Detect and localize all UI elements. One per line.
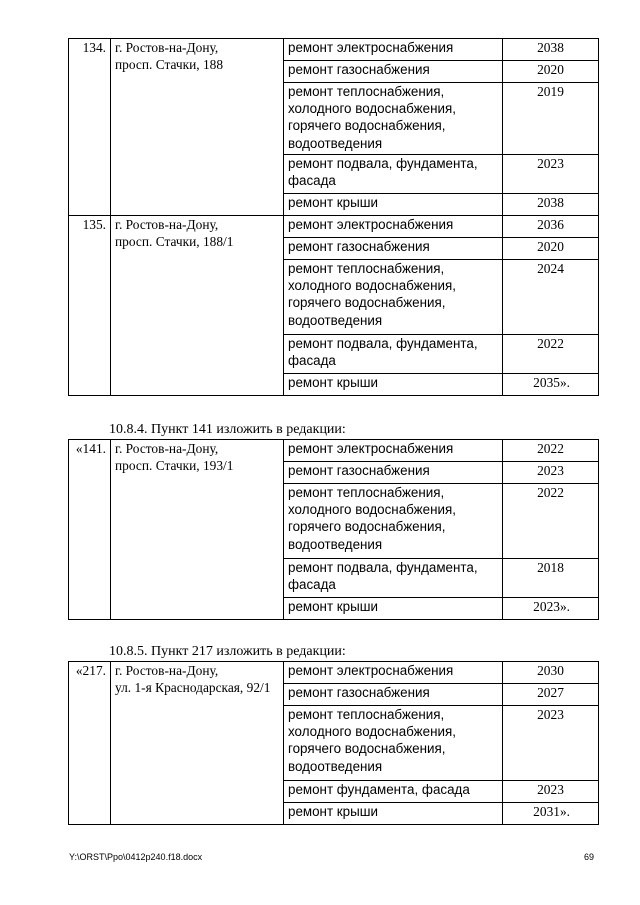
work-type: ремонт теплоснабжения, холодного водоснабжения, горячего водоснабжения, водоотведения (284, 484, 503, 559)
work-year: 2023 (503, 155, 599, 194)
work-type: ремонт фундамента, фасада (284, 781, 503, 803)
address-line: просп. Стачки, 188/1 (115, 234, 234, 250)
work-year: 2022 (503, 440, 599, 462)
repair-schedule-table-1 (68, 38, 599, 396)
address-line: просп. Стачки, 188 (115, 57, 224, 73)
work-year: 2023». (503, 598, 599, 620)
work-type: ремонт подвала, фундамента, фасада (284, 559, 503, 598)
work-type: ремонт электроснабжения (284, 440, 503, 462)
work-year: 2036 (503, 216, 599, 238)
work-type: ремонт электроснабжения (284, 216, 503, 238)
work-year: 2023 (503, 781, 599, 803)
work-year: 2024 (503, 260, 599, 335)
work-year: 2023 (503, 462, 599, 484)
work-type: ремонт газоснабжения (284, 462, 503, 484)
work-type: ремонт газоснабжения (284, 61, 503, 83)
item-address (111, 216, 284, 396)
table-row (69, 440, 599, 462)
work-type: ремонт подвала, фундамента, фасада (284, 155, 503, 194)
work-type: ремонт крыши (284, 194, 503, 216)
item-number: «141. (69, 440, 111, 620)
table-row (69, 216, 599, 238)
section-heading-10-8-5: 10.8.5. Пункт 217 изложить в редакции: (109, 644, 346, 659)
address-line: г. Ростов-на-Дону, (115, 217, 219, 232)
section-heading-10-8-4: 10.8.4. Пункт 141 изложить в редакции: (109, 422, 346, 437)
work-year: 2020 (503, 61, 599, 83)
repair-schedule-table-3 (68, 661, 599, 825)
page-number: 69 (584, 852, 595, 862)
work-type: ремонт крыши (284, 803, 503, 825)
work-type: ремонт теплоснабжения, холодного водоснабжения, горячего водоснабжения, водоотведения (284, 706, 503, 781)
address-line: просп. Стачки, 193/1 (115, 458, 234, 474)
work-year: 2038 (503, 194, 599, 216)
footer-file-path: Y:\ORST\Ppo\0412p240.f18.docx (69, 852, 203, 862)
work-type: ремонт крыши (284, 598, 503, 620)
item-address (111, 662, 284, 825)
item-address (111, 440, 284, 620)
work-year: 2023 (503, 706, 599, 781)
work-year: 2019 (503, 83, 599, 155)
work-year: 2035». (503, 374, 599, 396)
work-type: ремонт теплоснабжения, холодного водоснабжения, горячего водоснабжения, водоотведения (284, 260, 503, 335)
work-year: 2030 (503, 662, 599, 684)
work-type: ремонт электроснабжения (284, 39, 503, 61)
work-year: 2022 (503, 335, 599, 374)
work-year: 2027 (503, 684, 599, 706)
work-type: ремонт крыши (284, 374, 503, 396)
table-row (69, 662, 599, 684)
item-number: 134. (69, 39, 111, 216)
work-type: ремонт теплоснабжения, холодного водоснабжения, горячего водоснабжения, водоотведения (284, 83, 503, 155)
work-year: 2038 (503, 39, 599, 61)
address-line: ул. 1-я Краснодарская, 92/1 (115, 680, 271, 696)
work-year: 2018 (503, 559, 599, 598)
item-number: «217. (69, 662, 111, 825)
work-type: ремонт газоснабжения (284, 238, 503, 260)
work-type: ремонт подвала, фундамента, фасада (284, 335, 503, 374)
work-type: ремонт газоснабжения (284, 684, 503, 706)
address-line: г. Ростов-на-Дону, (115, 441, 219, 456)
address-line: г. Ростов-на-Дону, (115, 40, 219, 55)
work-year: 2020 (503, 238, 599, 260)
table-row (69, 39, 599, 61)
item-address (111, 39, 284, 216)
work-year: 2031». (503, 803, 599, 825)
work-year: 2022 (503, 484, 599, 559)
address-line: г. Ростов-на-Дону, (115, 663, 219, 678)
item-number: 135. (69, 216, 111, 396)
repair-schedule-table-2 (68, 439, 599, 620)
work-type: ремонт электроснабжения (284, 662, 503, 684)
